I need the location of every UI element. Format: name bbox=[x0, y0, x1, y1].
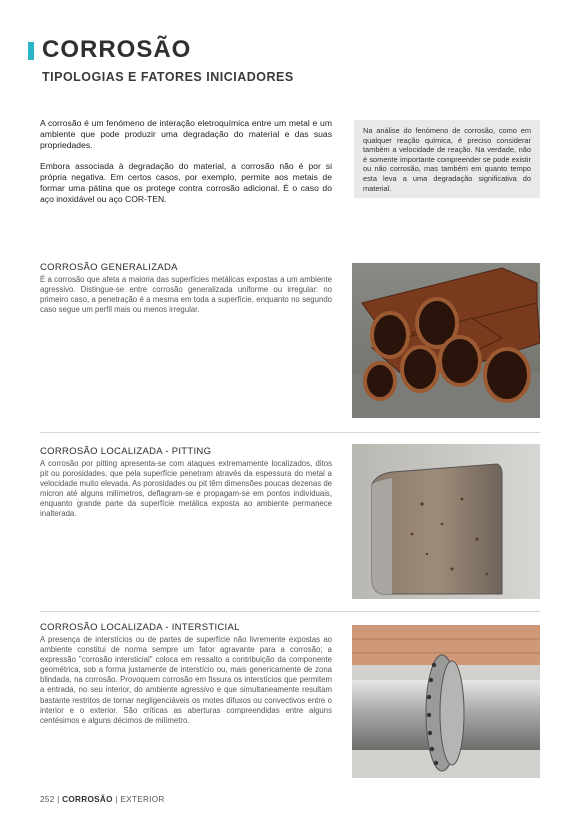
footer-category: EXTERIOR bbox=[120, 795, 165, 804]
info-sidebox: Na análise do fenómeno de corrosão, como em qualquer reação química, é preciso considerar também a velocidade de reação. Na verdade, não é somente importante compreender se pode existir ou não corrosão, mas também em quanto tempo esta leva a uma degradação significativa do material. bbox=[354, 120, 540, 198]
page-footer bbox=[40, 795, 165, 804]
footer-separator: | bbox=[57, 795, 60, 804]
section-text-generalized: É a corrosão que afeta a maioria das superfícies metálicas expostas a um ambiente agressivo. Distingue-se entre corrosão generalizada uniforme ou irregular: no primeiro caso, a penetração é a mesma em toda a superfície, enquanto no segundo caso segue um perfil mais ou menos irregular. bbox=[40, 275, 332, 315]
section-title-intersticial: CORROSÃO LOCALIZADA - INTERSTICIAL bbox=[40, 622, 240, 633]
footer-section: CORROSÃO bbox=[62, 795, 113, 804]
section-divider bbox=[40, 432, 540, 433]
page-number: 252 bbox=[40, 795, 55, 804]
section-text-intersticial: A presença de interstícios ou de partes de superfície não livremente expostas ao ambiente constitui de norma sempre um fator agravante para a corrosão; a expressão "corrosão intersticial" coloca em ressalto a contribuição da componente geométrica, sob a forma justamente de interstício ou, mais genericamente de zona blindada, na corrosão. Provoquem corrosão em fissura os interstícios que permitem a entrada, no seu interior, do ambiente agressivo e que simultaneamente resultam bastante restritos de tornar negligenciáveis os motes difusos ou convectivos entre o interior e o exterior. São críticas as aberturas compreendidas entre alguns centésimos e alguns décimos de milímetro. bbox=[40, 635, 332, 725]
page-subtitle: TIPOLOGIAS E FATORES INICIADORES bbox=[42, 70, 294, 84]
rusty-pipes-photo bbox=[352, 263, 540, 418]
pitted-metal-photo bbox=[352, 444, 540, 599]
section-title-pitting: CORROSÃO LOCALIZADA - PITTING bbox=[40, 446, 212, 457]
title-accent-bar bbox=[28, 42, 34, 60]
footer-separator: | bbox=[115, 795, 118, 804]
page-title: CORROSÃO bbox=[42, 36, 192, 63]
section-divider bbox=[40, 611, 540, 612]
intro-text bbox=[40, 118, 332, 214]
section-text-pitting: A corrosão por pitting apresenta-se com ataques extremamente localizados, ditos pit ou porosidades, que pela superfície penetram através da espessura do metal a velocidade muito elevada. As porosidades ou pit têm dimensões poucas dezenas de micron até alguns milímetros, deflagram-se e propagam-se em pontos individuais, enquanto grande parte da superfície metálica exposta ao ambiente permanece inalterada. bbox=[40, 459, 332, 519]
flanged-pipe-photo bbox=[352, 625, 540, 778]
intro-paragraph-2: Embora associada à degradação do material, a corrosão não é por si própria negativa. Em certos casos, por exemplo, permite aos metais de formar uma pátina que os protege contra corrosão adicional. É o caso do aço inoxidável ou aço COR-TEN. bbox=[40, 160, 332, 205]
section-title-generalized: CORROSÃO GENERALIZADA bbox=[40, 262, 178, 273]
intro-paragraph-1: A corrosão é um fenómeno de interação eletroquímica entre um metal e um ambiente que pode produzir uma degradação do material e das suas propriedades. bbox=[40, 118, 332, 151]
